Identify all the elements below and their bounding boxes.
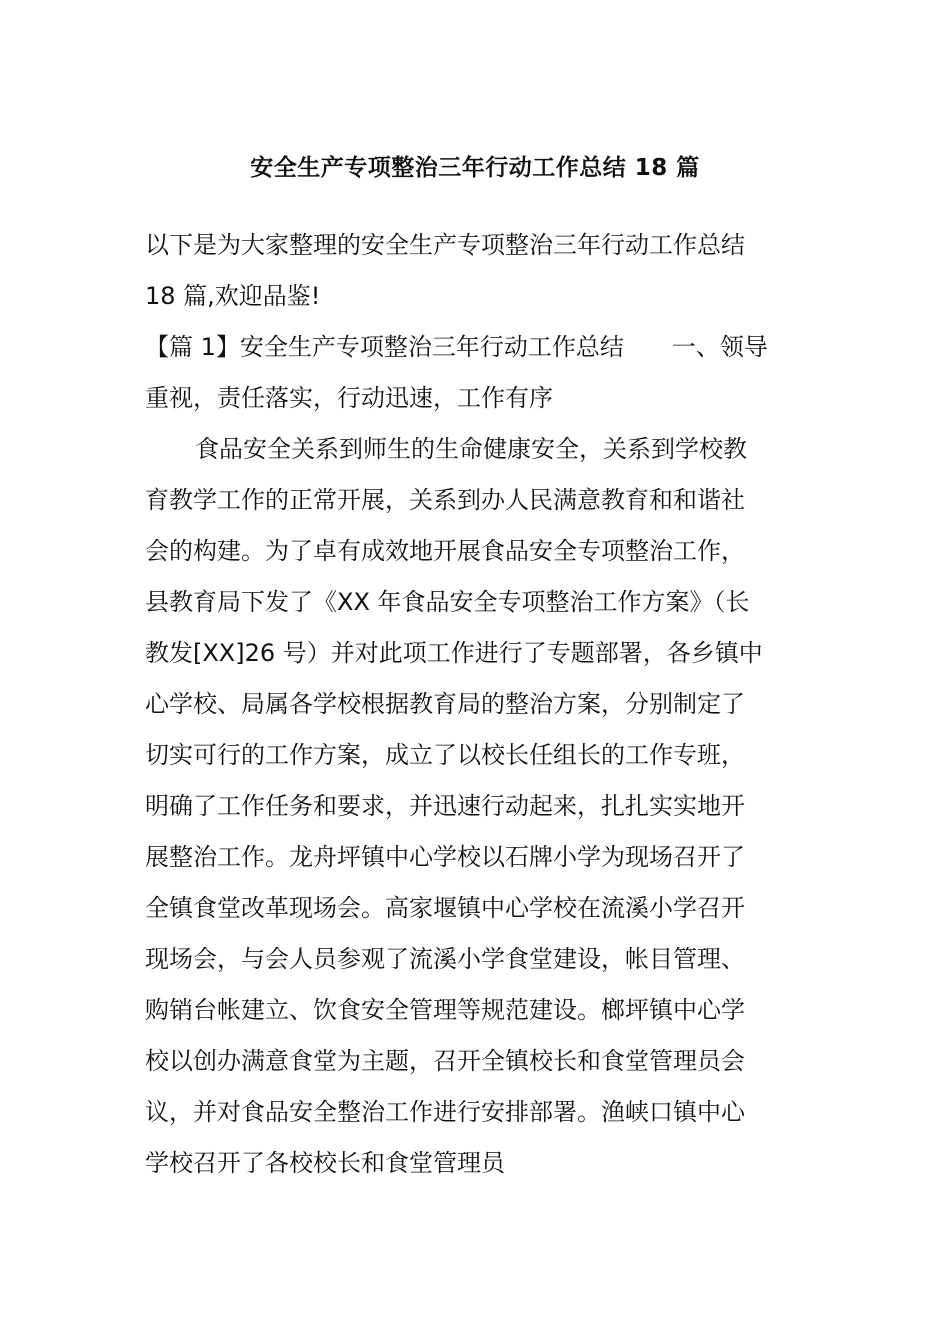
intro-line: 以下是为大家整理的安全生产专项整治三年行动工作总结 bbox=[145, 231, 745, 259]
document-title: 安全生产专项整治三年行动工作总结 18 篇 bbox=[250, 155, 700, 181]
paragraph-line: 购销台帐建立、饮食安全管理等规范建设。榔坪镇中心学 bbox=[145, 996, 745, 1024]
paragraph-line: 展整治工作。龙舟坪镇中心学校以石牌小学为现场召开了 bbox=[145, 843, 745, 871]
paragraph-line: 县教育局下发了《XX 年食品安全专项整治工作方案》（长 bbox=[145, 588, 750, 616]
paragraph-line: 教发[XX]26 号）并对此项工作进行了专题部署，各乡镇中 bbox=[145, 639, 763, 667]
intro-text bbox=[145, 220, 810, 322]
paragraph-line: 议，并对食品安全整治工作进行安排部署。渔峡口镇中心 bbox=[145, 1098, 745, 1126]
section-heading bbox=[145, 322, 810, 424]
paragraph-line: 心学校、局属各学校根据教育局的整治方案，分别制定了 bbox=[145, 690, 745, 718]
paragraph-line: 食品安全关系到师生的生命健康安全，关系到学校教 bbox=[195, 435, 747, 463]
paragraph-line: 现场会，与会人员参观了流溪小学食堂建设，帐目管理、 bbox=[145, 945, 745, 973]
paragraph-line: 育教学工作的正常开展，关系到办人民满意教育和和谐社 bbox=[145, 486, 745, 514]
paragraph-line: 学校召开了各校校长和食堂管理员 bbox=[145, 1149, 505, 1177]
paragraph-line: 校以创办满意食堂为主题，召开全镇校长和食堂管理员会 bbox=[145, 1047, 745, 1075]
paragraph-line: 切实可行的工作方案，成立了以校长任组长的工作专班， bbox=[145, 741, 745, 769]
section-heading-line: 重视，责任落实，行动迅速，工作有序 bbox=[145, 384, 553, 412]
body-paragraph bbox=[145, 424, 810, 1189]
paragraph-line: 全镇食堂改革现场会。高家堰镇中心学校在流溪小学召开 bbox=[145, 894, 745, 922]
paragraph-line: 明确了工作任务和要求，并迅速行动起来，扎扎实实地开 bbox=[145, 792, 745, 820]
paragraph-line: 会的构建。为了卓有成效地开展食品安全专项整治工作， bbox=[145, 537, 745, 565]
section-heading-line: 【篇 1】安全生产专项整治三年行动工作总结 一、领导 bbox=[145, 333, 768, 361]
intro-line: 18 篇,欢迎品鉴! bbox=[145, 282, 321, 310]
